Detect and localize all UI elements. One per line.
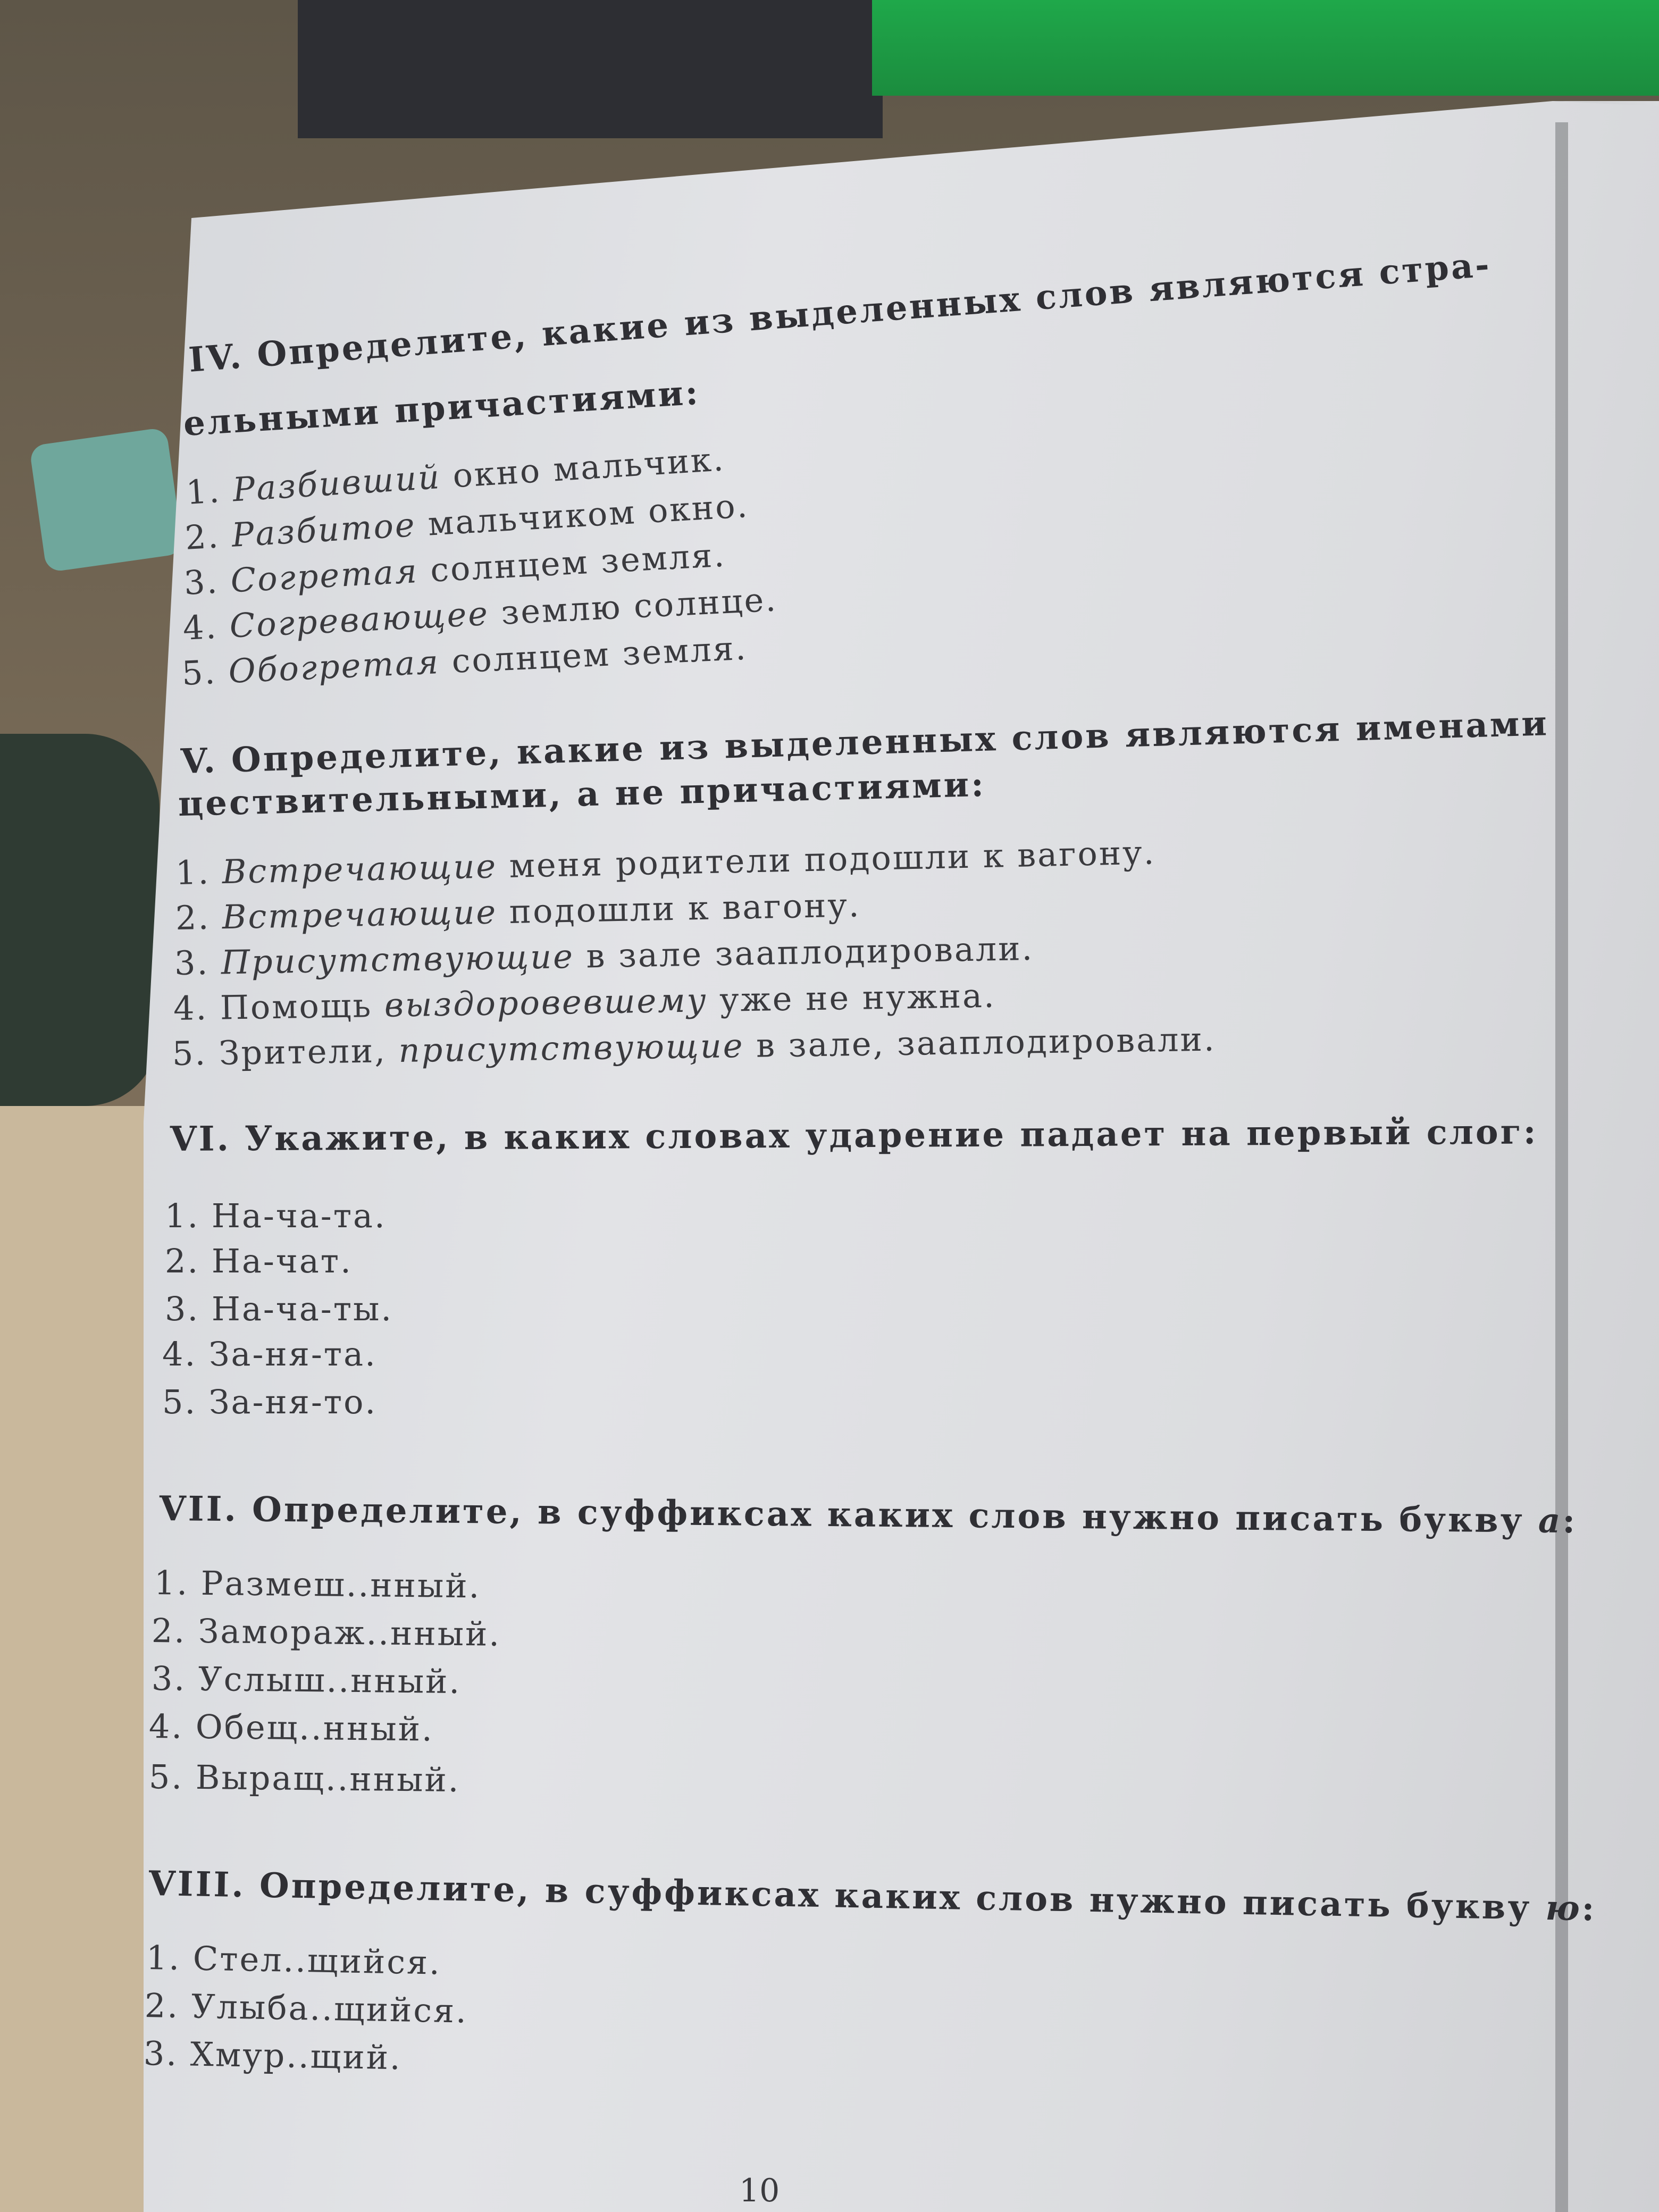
list-item: 2. Замораж..нный. [151,1611,501,1654]
list-item: 2. Улыба..щийся. [144,1986,468,2031]
list-item: 1. На-ча-та. [165,1196,387,1235]
list-item: 5. Обогретая солнцем земля. [181,628,748,693]
list-item: 1. Разбивший окно мальчик. [185,439,726,512]
list-item: 1. Размеш..нный. [154,1563,481,1606]
list-item: 4. Обещ..нный. [148,1707,434,1749]
section-iv-title-cont: ельными причастиями: [182,372,701,444]
page-number: 10 [739,2172,780,2209]
list-item: 3. На-ча-ты. [165,1289,393,1328]
section-iv-title: IV. Определите, какие из выделенных слов являются стра- [187,245,1493,380]
list-item: 2. Встречающие подошли к вагону. [175,885,861,937]
list-item: 2. Разбитое мальчиком окно. [183,485,750,557]
list-item: 5. Зрители, присутствующие в зале, зааплодировали. [172,1019,1217,1073]
list-item: 4. За-ня-та. [162,1335,377,1373]
section-vii-title: VII. Определите, в суффиксах каких слов нужно писать букву а: [159,1489,1578,1541]
list-item: 4. Помощь выздоровевшему уже не нужна. [173,976,996,1028]
list-item: 3. Хмур..щий. [143,2034,403,2077]
list-item: 3. Присутствующие в зале зааплодировали. [174,928,1034,983]
list-item: 4. Согревающее землю солнце. [182,580,778,648]
list-item: 3. Согретая солнцем земля. [183,535,727,602]
list-item: 5. Выращ..нный. [148,1757,460,1800]
section-v-title: V. Определите, какие из выделенных слов являются именами [180,703,1549,782]
section-viii-title: VIII. Определите, в суффиксах каких слов нужно писать букву ю: [148,1864,1597,1929]
section-v-title-cont: цествительными, а не причастиями: [178,764,986,824]
list-item: 1. Стел..щийся. [146,1938,442,1982]
section-vi-title: VI. Укажите, в каких словах ударение падает на первый слог: [170,1112,1538,1159]
list-item: 1. Встречающие меня родители подошли к вагону. [175,833,1157,892]
list-item: 2. На-чат. [165,1242,353,1280]
list-item: 3. Услыш..нный. [151,1659,462,1702]
list-item: 5. За-ня-то. [162,1382,378,1421]
